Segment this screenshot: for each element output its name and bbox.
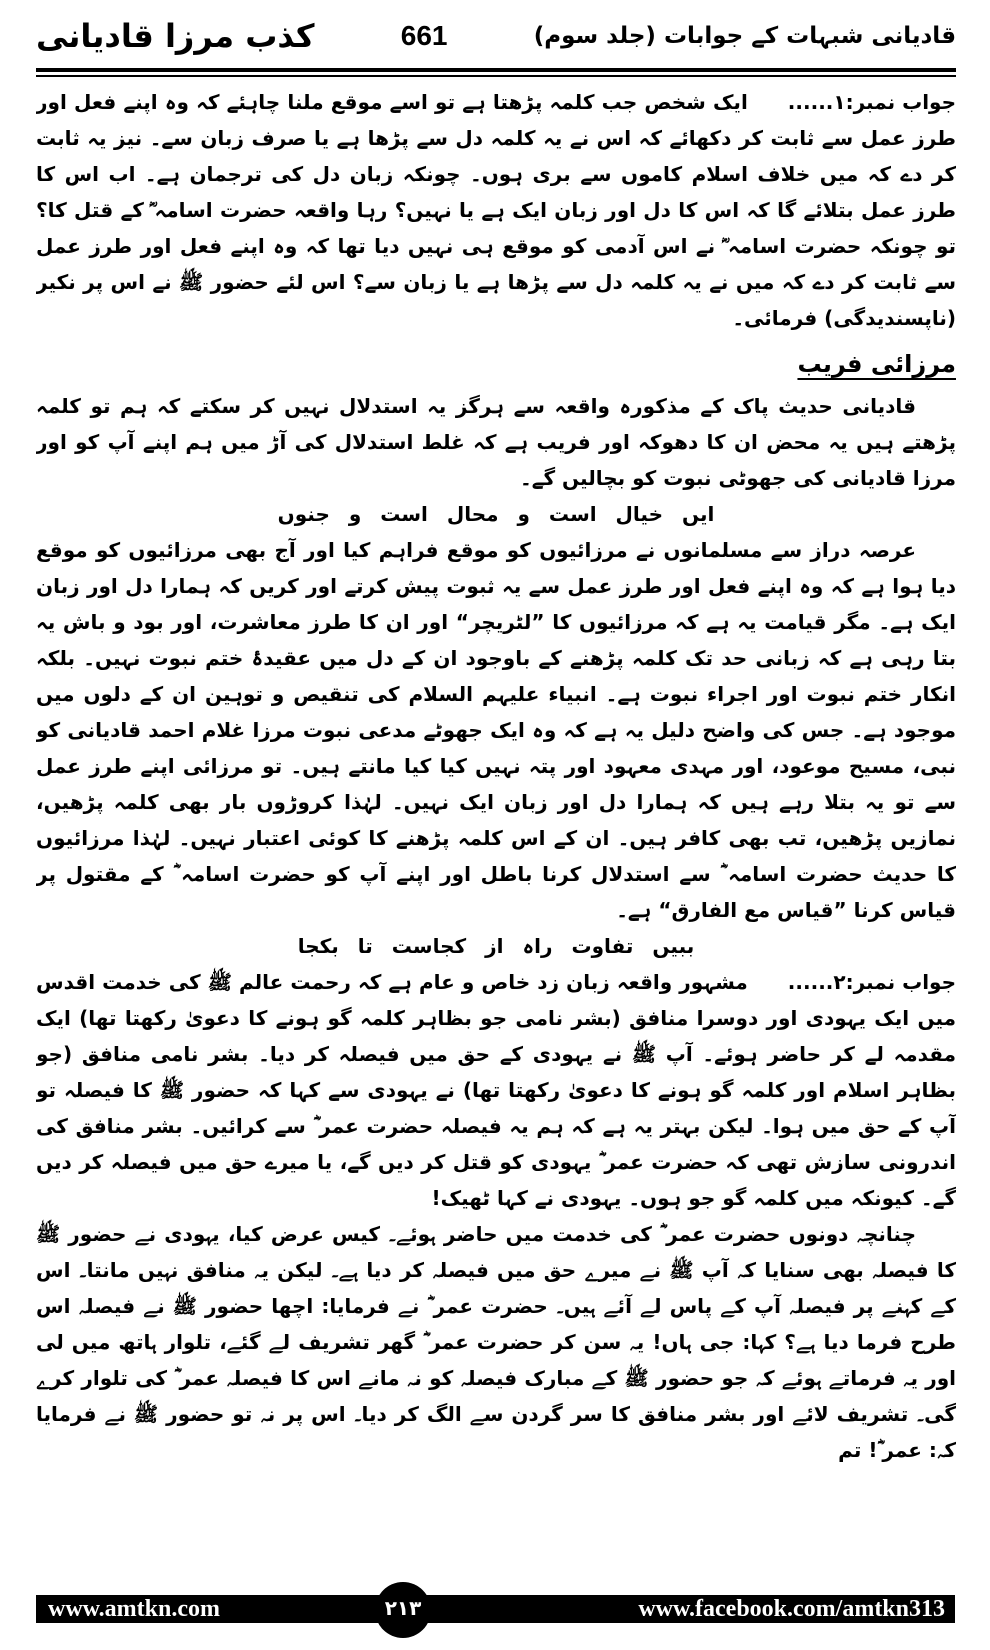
answer-1-paragraph — [36, 84, 956, 336]
page-footer — [36, 1582, 955, 1642]
paragraph-5: چنانچہ دونوں حضرت عمر ؓ کی خدمت میں حاضر ہوئے۔ کیس عرض کیا، یہودی نے حضور ﷺ کا فیصلہ بھی سنایا کہ آپ ﷺ نے میرے حق میں فیصلہ کر دیا ہے۔ لیکن یہ منافق نہیں مانتا۔ اس کے کہنے پر فیصلہ آپ کے پاس لے آئے ہیں۔ حضرت عمر ؓ نے فرمایا: اچھا حضور ﷺ نے فیصلہ اس طرح فرما دیا ہے؟ کہا: جی ہاں! یہ سن کر حضرت عمر ؓ گھر تشریف لے گئے، تلوار ہاتھ میں لی اور یہ فرماتے ہوئے کہ جو حضور ﷺ کے مبارک فیصلہ کو نہ مانے اس کا فیصلہ عمر ؓ کی تلوار کرے گی۔ تشریف لائے اور بشر منافق کا سر گردن سے الگ کر دیا۔ اس پر نہ تو حضور ﷺ نے فرمایا کہ: عمر ؓ! تم — [36, 1222, 956, 1462]
document-page — [36, 0, 956, 1580]
header-rule-thin — [36, 75, 956, 77]
page-header — [36, 0, 956, 66]
header-row — [36, 8, 956, 64]
answer-2-text: مشہور واقعہ زبان زد خاص و عام ہے کہ رحمت عالم ﷺ کی خدمت اقدس میں ایک یہودی اور دوسرا منافق (بشر نامی جو بظاہر کلمہ گو ہونے کا دعویٰ رکھتا تھا) ایک مقدمہ لے کر حاضر ہوئے۔ آپ ﷺ نے یہودی کے حق میں فیصلہ کر دیا۔ بشر نامی منافق (جو بظاہر اسلام اور کلمہ گو ہونے کا دعویٰ رکھتا تھا) نے یہودی سے کہا کہ حضور ﷺ کا فیصلہ تو آپ کے حق میں ہوا۔ لیکن بہتر یہ ہے کہ ہم یہ فیصلہ حضرت عمر ؓ سے کرائیں۔ بشر منافق کی اندرونی سازش تھی کہ حضرت عمر ؓ یہودی کو قتل کر دیں گے، یا میرے حق میں فیصلہ کر دیں گے۔ کیونکہ میں کلمہ گو جو ہوں۔ یہودی نے کہا ٹھیک! — [36, 970, 956, 1210]
website-link[interactable]: www.amtkn.com — [48, 1596, 220, 1622]
section-heading: مرزائی فریب — [797, 350, 956, 378]
book-title: کذب مرزا قادیانی — [36, 17, 315, 55]
page-body — [36, 84, 956, 1574]
persian-verse-1: ایں خیال است و محال است و جنوں — [277, 502, 715, 526]
answer-2-paragraph — [36, 964, 956, 1216]
book-series-title: قادیانی شبہات کے جوابات (جلد سوم) — [533, 23, 956, 49]
footer-page-badge: ۲۱۳ — [375, 1582, 431, 1638]
page-number: 661 — [400, 20, 448, 51]
answer-2-label: جواب نمبر:۲...... — [787, 970, 956, 994]
facebook-link[interactable]: www.facebook.com/amtkn313 — [638, 1596, 945, 1622]
answer-1-text: ایک شخص جب کلمہ پڑھتا ہے تو اسے موقع ملنا چاہئے کہ وہ اپنے فعل اور طرز عمل سے ثابت کر دکھائے کہ اس نے یہ کلمہ دل سے پڑھا ہے یا صرف زبان سے۔ نیز یہ ثابت کر دے کہ میں خلاف اسلام کاموں سے بری ہوں۔ چونکہ زبان دل کی ترجمان ہے۔ اب اس کا طرز عمل بتلائے گا کہ اس کا دل اور زبان ایک ہے یا نہیں؟ رہا واقعہ حضرت اسامہ ؓ کے قتل کا؟ تو چونکہ حضرت اسامہ ؓ نے اس آدمی کو موقع ہی نہیں دیا تھا کہ وہ اپنے فعل اور طرز عمل سے ثابت کر دے کہ میں نے یہ کلمہ دل سے پڑھا ہے یا زبان سے؟ اس لئے حضور ﷺ نے اس پر نکیر (ناپسندیدگی) فرمائی۔ — [36, 90, 956, 330]
persian-verse-2: ببیں تفاوت راہ از کجاست تا بکجا — [297, 934, 695, 958]
paragraph-2: قادیانی حدیث پاک کے مذکورہ واقعہ سے ہرگز یہ استدلال نہیں کر سکتے کہ ہم تو کلمہ پڑھتے ہیں یہ محض ان کا دھوکہ اور فریب ہے کہ غلط استدلال کی آڑ میں ہم اپنے آپ کو اور مرزا قادیانی کی جھوٹی نبوت کو بچالیں گے۔ — [36, 394, 956, 490]
header-rule-thick — [36, 68, 956, 72]
answer-1-label: جواب نمبر:۱...... — [787, 90, 956, 114]
paragraph-3: عرصہ دراز سے مسلمانوں نے مرزائیوں کو موقع فراہم کیا اور آج بھی مرزائیوں کو موقع دیا ہوا ہے کہ وہ اپنے فعل اور طرز عمل سے یہ ثبوت پیش کرتے اور کریں کہ ہمارا دل اور زبان ایک ہے۔ مگر قیامت یہ ہے کہ مرزائیوں کا ”لٹریچر“ اور ان کا طرز معاشرت، اور بود و باش یہ بتا رہی ہے کہ زبانی حد تک کلمہ پڑھنے کے باوجود ان کے دل میں عقیدۂ ختم نبوت نہیں۔ بلکہ انکار ختم نبوت اور اجراء نبوت ہے۔ انبیاء علیہم السلام کی تنقیص و توہین ان کے دلوں میں موجود ہے۔ جس کی واضح دلیل یہ ہے کہ وہ ایک جھوٹے مدعی نبوت مرزا غلام احمد قادیانی کو نبی، مسیح موعود، اور مہدی معہود اور پتہ نہیں کیا کیا مانتے ہیں۔ تو مرزائی اپنے طرز عمل سے تو یہ بتلا رہے ہیں کہ ہمارا دل اور زبان ایک نہیں۔ لہٰذا کروڑوں بار بھی کلمہ پڑھیں، نمازیں پڑھیں، تب بھی کافر ہیں۔ ان کے اس کلمہ پڑھنے کا کوئی اعتبار نہیں۔ لہٰذا مرزائیوں کا حدیث حضرت اسامہ ؓ سے استدلال کرنا باطل اور اپنے آپ کو حضرت اسامہ ؓ کے مقتول پر قیاس کرنا ”قیاس مع الفارق“ ہے۔ — [36, 538, 956, 922]
